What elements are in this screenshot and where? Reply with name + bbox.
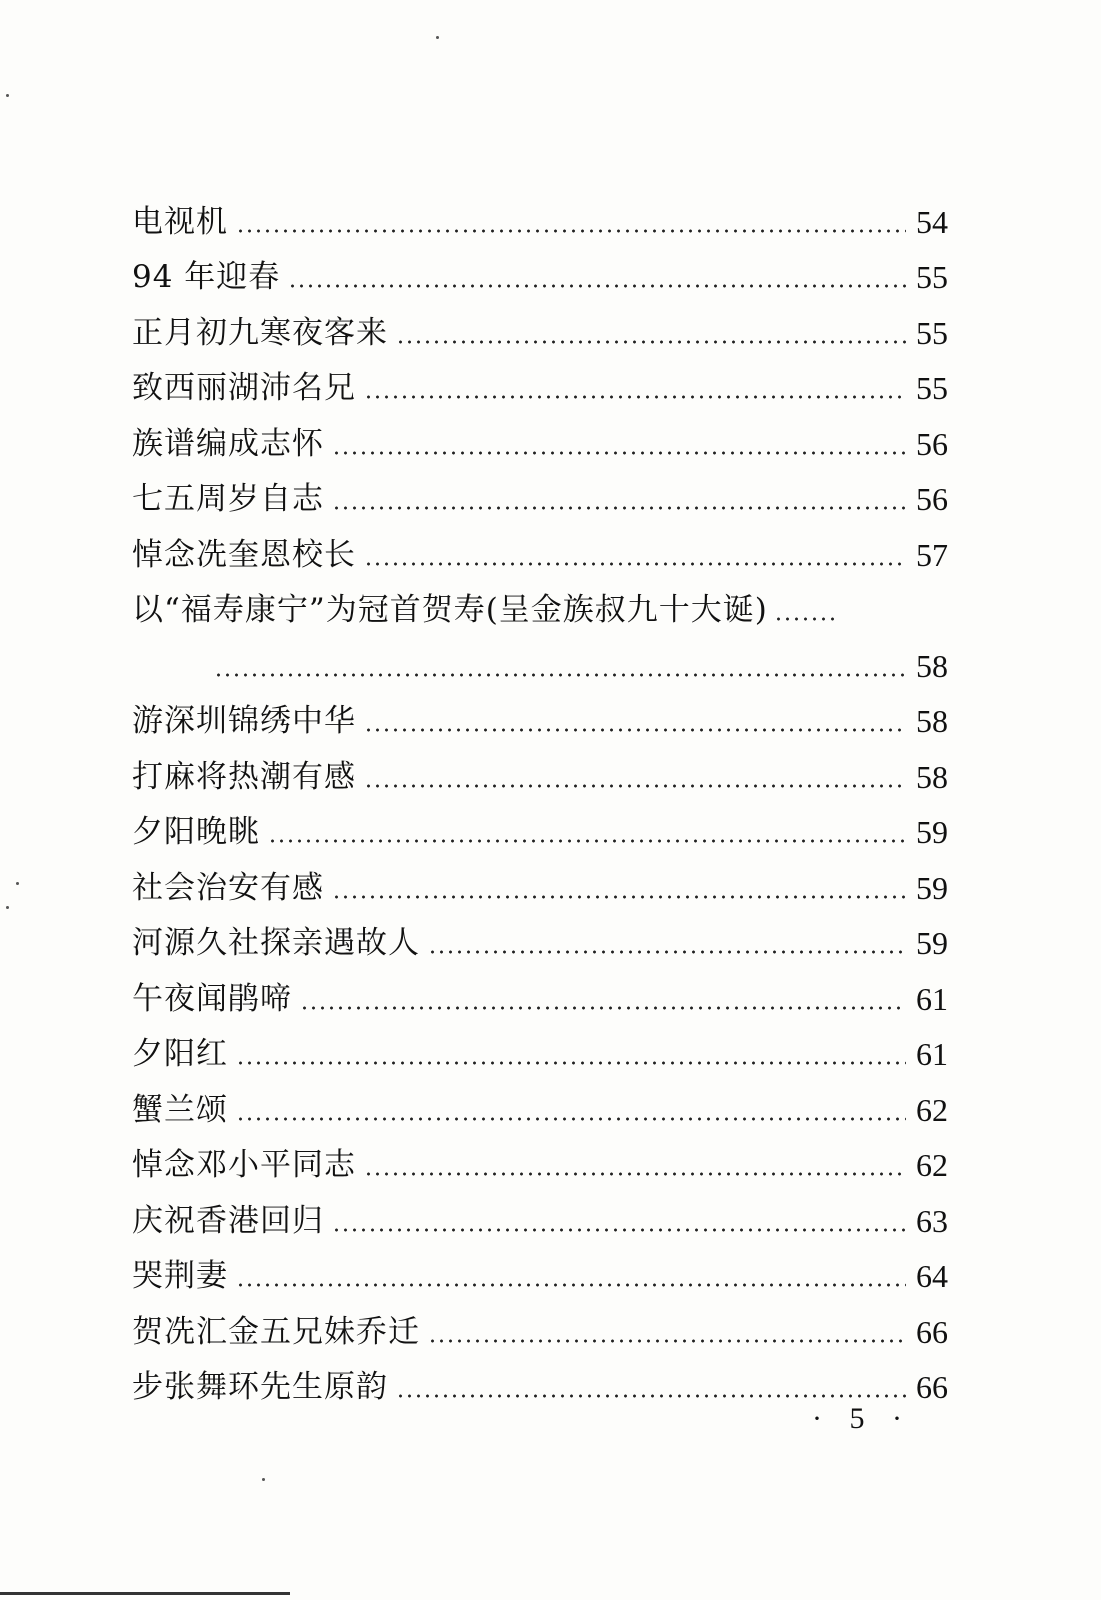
leader-dots — [236, 1060, 906, 1066]
leader-dots — [364, 727, 906, 733]
toc-entry-title: 社会治安有感 — [132, 869, 324, 906]
toc-entry-title: 七五周岁自志 — [132, 481, 324, 517]
toc-entry — [132, 1074, 962, 1130]
toc-entry-title: 步张舞环先生原韵 — [132, 1369, 388, 1405]
toc-entry-page: 63 — [916, 1202, 948, 1239]
toc-entry — [132, 797, 962, 853]
toc-entry — [132, 297, 962, 353]
toc-entry-title: 族谱编成志怀 — [132, 425, 324, 462]
toc-entry-title: 打麻将热潮有感 — [132, 758, 356, 795]
leader-dots — [236, 228, 906, 234]
toc-entry-title: 致西丽湖沛名兄 — [132, 370, 356, 406]
toc-entry-page: 55 — [916, 314, 948, 351]
toc-entry-title: 电视机 — [132, 203, 228, 240]
leader-dots — [428, 1338, 906, 1344]
leader-dots — [332, 894, 906, 900]
leader-dots — [300, 1005, 906, 1011]
toc-entry — [132, 1352, 962, 1408]
toc-entry-page: 55 — [916, 370, 948, 406]
toc-entry — [132, 464, 962, 520]
leader-dots — [214, 672, 906, 678]
toc-entry-page: 57 — [916, 536, 948, 573]
toc-entry-title: 蟹兰颂 — [132, 1091, 228, 1128]
toc-entry-page: 64 — [916, 1258, 948, 1294]
toc-entry-page: 66 — [916, 1369, 948, 1405]
toc-entry-title: 以“福寿康宁”为冠首贺寿(呈金族叔九十大诞) — [132, 592, 768, 628]
toc-entry — [132, 242, 962, 298]
toc-entry-title: 悼念邓小平同志 — [132, 1147, 356, 1183]
scan-speck — [16, 882, 19, 885]
toc-entry-page: 62 — [916, 1147, 948, 1183]
scan-speck — [6, 94, 9, 97]
toc-entry-page: 59 — [916, 869, 948, 906]
toc-entry — [132, 741, 962, 797]
toc-entry-page: 59 — [916, 925, 948, 961]
toc-entry — [132, 963, 962, 1019]
toc-entry-title: 夕阳红 — [132, 1036, 228, 1072]
toc-entry-continuation — [132, 630, 962, 686]
leader-dots — [332, 1227, 906, 1233]
toc-entry — [132, 1130, 962, 1186]
toc-entry — [132, 686, 962, 742]
leader-dots — [288, 283, 906, 289]
leader-dots — [332, 505, 906, 511]
toc-entry-page: 58 — [916, 703, 948, 739]
toc-entry-page: 61 — [916, 980, 948, 1017]
toc-entry — [132, 908, 962, 964]
toc-entry-page: 54 — [916, 203, 948, 240]
toc-entry — [132, 852, 962, 908]
toc-entry-title: 正月初九寒夜客来 — [132, 314, 388, 351]
scan-speck — [6, 906, 9, 909]
toc-entry-page: 66 — [916, 1313, 948, 1350]
scan-speck — [436, 36, 439, 39]
toc-entry-page: 58 — [916, 758, 948, 795]
toc-entry-title: 午夜闻鹃啼 — [132, 980, 292, 1017]
toc-entry-page: 55 — [916, 259, 948, 295]
leader-dots — [774, 616, 834, 622]
toc-entry — [132, 1019, 962, 1075]
toc-entry-title: 贺冼汇金五兄妹乔迁 — [132, 1313, 420, 1350]
toc-entry — [132, 519, 962, 575]
toc-entry-long — [132, 575, 962, 631]
scan-speck — [262, 1478, 265, 1481]
toc-entry — [132, 1185, 962, 1241]
toc-entry-page: 56 — [916, 481, 948, 517]
toc-entry-page: 59 — [916, 814, 948, 850]
toc-entry-title: 哭荆妻 — [132, 1258, 228, 1294]
toc-entry-title: 河源久社探亲遇故人 — [132, 925, 420, 961]
leader-dots — [332, 450, 906, 456]
toc-entry-title: 悼念冼奎恩校长 — [132, 536, 356, 573]
table-of-contents — [132, 186, 962, 1407]
leader-dots — [428, 949, 906, 955]
leader-dots — [396, 339, 906, 345]
page-number: · 5 · — [812, 1402, 912, 1435]
toc-entry-title: 游深圳锦绣中华 — [132, 703, 356, 739]
toc-entry-page: 56 — [916, 425, 948, 462]
leader-dots — [236, 1116, 906, 1122]
toc-entry-title: 庆祝香港回归 — [132, 1202, 324, 1239]
leader-dots — [268, 838, 906, 844]
leader-dots — [396, 1393, 906, 1399]
toc-entry-page: 62 — [916, 1091, 948, 1128]
leader-dots — [364, 783, 906, 789]
toc-entry — [132, 1296, 962, 1352]
toc-entry-title: 夕阳晚眺 — [132, 814, 260, 850]
scan-edge-line — [0, 1592, 290, 1595]
leader-dots — [236, 1282, 906, 1288]
toc-entry-title: 94 年迎春 — [132, 259, 281, 295]
toc-entry — [132, 408, 962, 464]
leader-dots — [364, 561, 906, 567]
toc-entry — [132, 186, 962, 242]
leader-dots — [364, 1171, 906, 1177]
toc-entry — [132, 1241, 962, 1297]
toc-entry — [132, 353, 962, 409]
leader-dots — [364, 394, 906, 400]
toc-entry-page: 58 — [916, 647, 948, 684]
toc-entry-page: 61 — [916, 1036, 948, 1072]
